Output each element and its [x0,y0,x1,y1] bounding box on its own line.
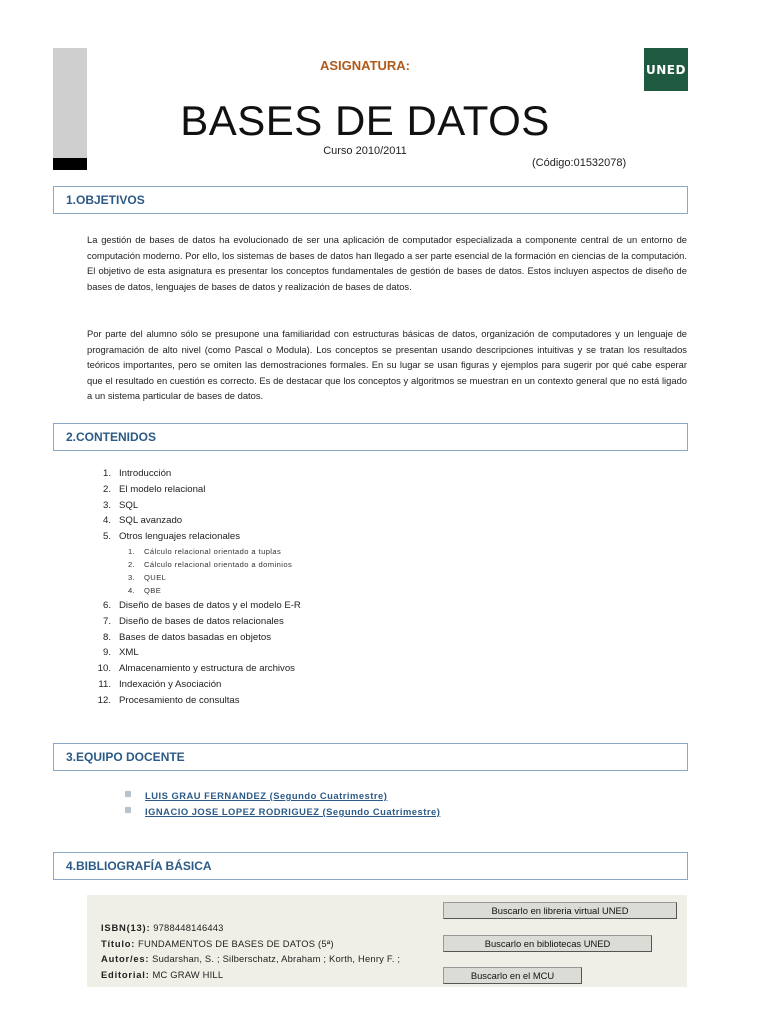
list-item-text: Introducción [119,468,172,479]
list-item [95,614,301,630]
list-item [95,645,301,661]
autores-value: Sudarshan, S. ; Silberschatz, Abraham ; Korth, Henry F. ; [152,953,401,964]
list-item [95,529,240,545]
teacher-list [125,788,440,820]
titulo-value: FUNDAMENTOS DE BASES DE DATOS (5ª) [138,937,334,949]
contents-sublist [128,545,292,597]
book-info [101,920,400,982]
search-bibliotecas-button[interactable]: Buscarlo en bibliotecas UNED [443,935,652,952]
isbn-value: 9788448146443 [153,922,224,933]
editorial-value: MC GRAW HILL [152,968,224,980]
list-item-number: 2. [102,483,111,495]
list-item-number: 6. [102,600,111,611]
list-item-number: 1. [102,468,111,479]
list-item-text: XML [119,647,139,659]
list-item-number: 1. [128,547,136,556]
objetivos-paragraph-1: La gestión de bases de datos ha evolucionado de ser una aplicación de computador especializada a componente central de un entorno de computación moderno. Por ello, los sistemas de bases de datos han llegado a ser parte esencial de la formación en ciencias de la computación. El objetivo de esta asignatura es presentar los conceptos fundamentales de gestión de bases de datos. Estos incluyen aspectos de diseño de bases de datos, lenguajes de bases de datos y realización de bases de datos. [87,234,687,292]
section-bibliografia-header: 4.BIBLIOGRAFÍA BÁSICA [53,852,688,880]
section-equipo-header: 3.EQUIPO DOCENTE [53,743,688,771]
list-item-text: Cálculo relacional orientado a tuplas [144,547,282,556]
teacher-link[interactable]: IGNACIO JOSE LOPEZ RODRIGUEZ (Segundo Cuatrimestre) [145,806,441,817]
list-item-text: Procesamiento de consultas [119,694,240,706]
list-item-number: 2. [128,560,136,569]
list-item-text: Otros lenguajes relacionales [119,531,241,543]
list-item [128,558,292,571]
objetivos-paragraph-2: Por parte del alumno sólo se presupone una familiaridad con estructuras básicas de datos, organización de computadores y un lenguaje de programación de alto nivel (como Pascal o Modula). Los conceptos se presentan usando descripciones intuitivas y se tratan los resultados teóricos importantes, pero se omiten las demostraciones formales. En su lugar se usan figuras y ejemplos para sugerir por qué cabe esperar que el resultado en cuestión es correcto. Es de destacar que los conceptos y algoritmos se muestran en un contexto general que no está ligado a un sistema particular de bases de datos. [87,328,687,401]
list-item-number: 10. [97,663,111,675]
list-item-text: Bases de datos basadas en objetos [119,631,272,643]
list-item [128,584,292,597]
list-item-text: QUEL [144,573,167,582]
list-item [95,482,240,498]
list-item-text: Almacenamiento y estructura de archivos [119,663,295,675]
teacher-link[interactable]: LUIS GRAU FERNANDEZ (Segundo Cuatrimestre) [145,790,388,801]
list-item-text: El modelo relacional [119,483,206,495]
asignatura-label: ASIGNATURA: [319,58,411,73]
list-item [125,804,440,820]
list-item-number: 9. [102,647,111,659]
list-item-number: 4. [128,586,136,595]
list-item-text: Diseño de bases de datos relacionales [119,615,284,627]
list-item-number: 3. [128,573,136,582]
list-item-number: 11. [98,678,111,690]
search-mcu-button[interactable]: Buscarlo en el MCU [443,967,582,984]
list-item [95,630,301,646]
list-item-text: QBE [144,586,162,595]
list-item [95,598,301,614]
list-item [128,545,292,558]
list-item-number: 3. [102,499,111,511]
list-item-text: Cálculo relacional orientado a dominios [144,560,293,569]
contents-list [95,466,240,545]
list-item-text: SQL [119,499,139,511]
list-item [95,513,240,529]
section-contenidos-header: 2.CONTENIDOS [53,423,688,451]
list-item-number: 12. [97,694,111,706]
book-card [87,895,687,987]
list-item [95,677,301,693]
autores-label: Autor/es: [101,953,150,964]
list-item [95,693,301,709]
list-item-number: 7. [102,615,111,627]
list-item-number: 4. [102,515,111,527]
titulo-label: Título: [101,937,136,949]
list-item [95,498,240,514]
list-item [95,661,301,677]
page-title: BASES DE DATOS [180,97,550,144]
course-code: (Código:01532078) [532,157,627,169]
list-item [95,466,240,482]
list-item-text: SQL avanzado [119,515,183,527]
list-item-number: 5. [102,531,111,543]
list-item-text: Diseño de bases de datos y el modelo E-R [119,600,301,611]
uned-logo: UNED [644,48,688,91]
list-item [128,571,292,584]
search-libreria-button[interactable]: Buscarlo en libreria virtual UNED [443,902,677,919]
list-item-number: 8. [102,631,111,643]
bullet-icon [125,807,131,813]
bullet-icon [125,791,131,797]
list-item [125,788,440,804]
contents-list-continued [95,598,301,709]
section-objetivos-header: 1.OBJETIVOS [53,186,688,214]
isbn-label: ISBN(13): [101,922,151,933]
course-year: Curso 2010/2011 [323,145,407,157]
editorial-label: Editorial: [101,968,150,980]
list-item-text: Indexación y Asociación [119,678,222,690]
decorative-black-bar [53,158,87,170]
